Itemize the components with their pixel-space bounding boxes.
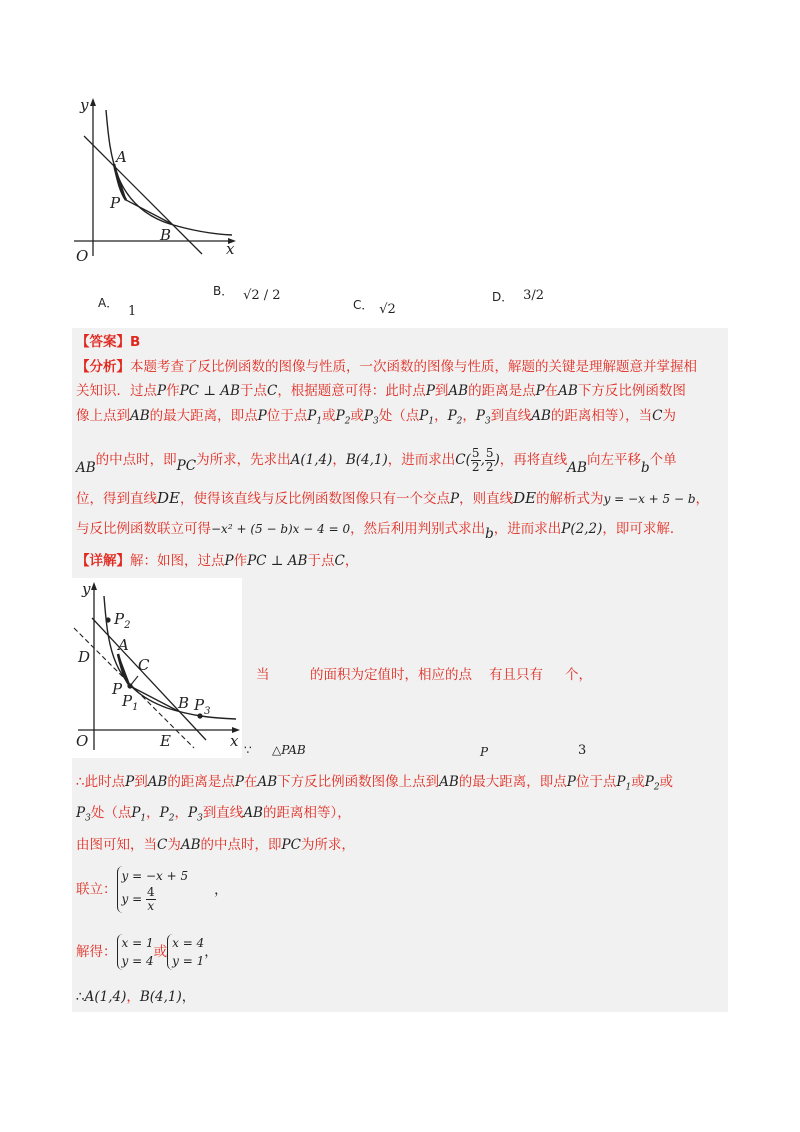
detail-text: 的最大距离，即点 [458, 774, 567, 790]
analysis-line-1 [76, 358, 697, 376]
detail-line-3 [76, 804, 351, 828]
analysis-text: 为所求，先求出 [196, 452, 291, 468]
analysis-text: 个单 [649, 452, 677, 468]
math-pc-perp-ab: PC ⊥ AB [179, 383, 240, 399]
analysis-text: ， [332, 452, 346, 468]
detail-line-4 [76, 836, 355, 854]
label-e: E [160, 732, 171, 750]
analysis-text: ，则直线 [459, 491, 514, 507]
therefore-symbol: ∴ [76, 989, 85, 1005]
math-pc: PC [176, 458, 197, 474]
analysis-text: 或 [322, 408, 336, 424]
detail-text: 到直线 [202, 805, 244, 821]
label-x: x [226, 240, 235, 258]
label-a: A [116, 148, 127, 166]
detail-line-6 [76, 932, 218, 972]
math-p1: $P_1$ [419, 408, 435, 427]
label-p1: $P_1$ [122, 692, 139, 713]
analysis-text: 到直线 [490, 408, 532, 424]
detail-side-when: 当 [256, 667, 270, 683]
math-a-coord: A(1,4) [84, 989, 127, 1005]
math-pc: PC [281, 837, 301, 853]
label-p2: $P_2$ [114, 610, 131, 631]
math-ab: AB [130, 408, 150, 424]
detail-text: 的中点时，即 [200, 837, 282, 853]
math-p1: $P_1$ [131, 805, 147, 824]
math-pc-perp-ab: PC ⊥ AB [247, 553, 308, 569]
math-p2: $P_2$ [335, 408, 351, 427]
analysis-text: 位，得到直线 [76, 491, 157, 507]
detail-text: 解得： [76, 944, 117, 960]
analysis-text: ，进而求出 [493, 521, 562, 537]
analysis-text: 下方反比例函数图 [577, 383, 686, 399]
figure-2 [72, 578, 242, 758]
detail-text: 下方反比例函数图像上点到 [277, 774, 440, 790]
analysis-text: ，根据题意可得：此时点 [277, 383, 426, 399]
detail-side-area: 的面积为定值时，相应的点 [310, 667, 472, 683]
option-a-label: A． [98, 296, 119, 310]
math-p: P [234, 774, 244, 790]
math-p: P [157, 383, 167, 399]
math-line-de-eq: y = −x + 5 − b [603, 492, 696, 506]
option-b-value: √2 / 2 [243, 288, 281, 303]
math-ab: AB [558, 383, 578, 399]
math-triangle-pab: △PAB [272, 743, 306, 757]
analysis-text-1: 本题考查了反比例函数的图像与性质，一次函数的图像与性质，解题的关键是理解题意并掌握相 [130, 359, 697, 375]
math-ab: AB [448, 383, 469, 399]
math-b-coord: B(4,1) [139, 989, 182, 1005]
math-p-lower: P [480, 745, 489, 759]
analysis-tag: 【分析】 [76, 359, 130, 375]
analysis-text: 的距离是点 [468, 383, 536, 399]
analysis-text: ， [695, 491, 710, 507]
detail-text: ∴此时点 [76, 774, 126, 790]
math-p3: $P_3$ [187, 805, 203, 824]
label-p: P [112, 680, 123, 698]
analysis-text: 的中点时，即 [95, 452, 177, 468]
math-p1: $P_1$ [616, 774, 632, 793]
detail-text: ， [181, 989, 196, 1005]
detail-line-5 [76, 866, 228, 913]
point-p2 [105, 617, 110, 622]
math-p3: $P_3$ [76, 805, 91, 824]
label-p3: $P_3$ [194, 696, 211, 717]
math-ab: AB [76, 460, 96, 476]
detail-line-2 [76, 773, 673, 797]
math-ab: AB [439, 774, 459, 790]
analysis-text: 作 [166, 383, 180, 399]
math-p-coord: P(2,2) [561, 521, 603, 537]
math-ab: AB [567, 460, 587, 476]
detail-line-1 [76, 552, 358, 570]
math-b-var: b [485, 526, 494, 542]
option-d-value: 3/2 [523, 288, 544, 303]
detail-text: ， [174, 805, 188, 821]
analysis-text: ，然后利用判别式求出 [350, 521, 486, 537]
detail-text: 由图可知，当 [76, 837, 157, 853]
system-equations: y = −x + 5 y = $\frac{4}{x}$ [117, 866, 189, 913]
detail-text: ， [204, 944, 218, 960]
solution-1: x = 1 y = 4 [117, 934, 154, 970]
figure-1 [70, 96, 250, 266]
math-c: C [652, 408, 663, 424]
math-de: DE [513, 489, 537, 507]
label-y: y [80, 96, 89, 114]
math-p3: $P_3$ [475, 408, 491, 427]
analysis-text: ，使得该直线与反比例函数图像只有一个交点 [179, 491, 450, 507]
label-c: C [138, 656, 150, 674]
math-p: P [257, 408, 267, 424]
detail-text: 为 [167, 837, 181, 853]
detail-text: ， [126, 989, 140, 1005]
analysis-line-6 [76, 520, 684, 542]
detail-text: 或 [659, 774, 674, 790]
option-c-label: C． [353, 298, 374, 312]
detail-text: 或 [153, 944, 168, 960]
hyperbola-curve [106, 110, 232, 235]
analysis-text: 到 [434, 383, 449, 399]
option-d-label: D． [492, 290, 514, 304]
line-ab [92, 618, 206, 740]
analysis-text: 的距离相等），当 [550, 408, 653, 424]
math-c: C [334, 553, 345, 569]
label-b: B [160, 226, 172, 244]
math-b-var: b [640, 460, 650, 476]
analysis-text: ，即可求解． [602, 521, 684, 537]
math-ab: AB [257, 774, 278, 790]
option-a[interactable] [98, 294, 137, 319]
detail-text: 的距离相等）， [262, 805, 351, 821]
label-d: D [78, 648, 91, 666]
detail-text: 位于点 [575, 774, 617, 790]
analysis-text: 为 [662, 408, 676, 424]
detail-text: 作 [233, 553, 248, 569]
analysis-line-5 [76, 489, 709, 508]
detail-text: 到 [134, 774, 148, 790]
detail-text: ， [146, 805, 160, 821]
math-ab: AB [531, 408, 551, 424]
math-p: P [425, 383, 435, 399]
analysis-text: 于点 [239, 383, 267, 399]
analysis-text: 向左平移 [586, 452, 641, 468]
option-c[interactable] [353, 296, 396, 317]
detail-text: 为所求， [300, 837, 355, 853]
answer-line [76, 333, 140, 351]
y-axis-arrow [90, 98, 96, 106]
math-p: P [125, 774, 135, 790]
math-p2: $P_2$ [644, 774, 660, 793]
label-o: O [76, 732, 89, 750]
detail-side-count: 个， [565, 667, 592, 683]
analysis-text: 的解析式为 [536, 491, 604, 507]
detail-side-only: 有且只有 [489, 667, 543, 683]
detail-text: 于点 [307, 553, 335, 569]
math-p: P [535, 383, 545, 399]
label-x: x [230, 732, 239, 750]
analysis-text: 处（点 [378, 408, 420, 424]
option-c-value: √2 [379, 302, 396, 317]
point-p3 [197, 713, 202, 718]
analysis-line-3 [76, 407, 676, 431]
option-b[interactable] [213, 286, 281, 303]
math-p: P [449, 491, 460, 507]
analysis-text: 与反比例函数联立可得 [76, 521, 211, 537]
analysis-text: 或 [350, 408, 364, 424]
analysis-text: 的最大距离，即点 [149, 408, 258, 424]
math-p2: $P_2$ [447, 408, 463, 427]
math-ab: AB [180, 837, 201, 853]
analysis-text: ，再将直线 [499, 452, 568, 468]
math-p: P [566, 774, 576, 790]
math-de: DE [157, 489, 180, 507]
line-ab [84, 136, 202, 254]
analysis-line-4 [76, 446, 677, 474]
detail-text: ， [344, 553, 359, 569]
label-b: B [178, 694, 190, 712]
math-p3: $P_3$ [363, 408, 379, 427]
option-a-value: 1 [128, 304, 137, 319]
math-c: C [266, 383, 278, 399]
math-p: P [224, 553, 234, 569]
solution-2: x = 4 y = 1 [167, 934, 204, 970]
analysis-text: ， [434, 408, 448, 424]
math-c: C [157, 837, 168, 853]
math-ab: AB [147, 774, 168, 790]
option-d[interactable] [492, 286, 544, 303]
label-p: P [110, 194, 121, 212]
analysis-text: ， [462, 408, 476, 424]
answer-tag: 【答案】 [76, 334, 130, 350]
analysis-line-2 [76, 382, 686, 400]
detail-tag: 【详解】 [76, 553, 130, 569]
analysis-text: 在 [544, 383, 559, 399]
math-p1: $P_1$ [307, 408, 323, 427]
label-o: O [76, 247, 89, 265]
analysis-text: ，进而求出 [387, 452, 456, 468]
analysis-text: 关知识．过点 [76, 383, 157, 399]
detail-text: 或 [631, 774, 645, 790]
math-c-coord: C( $\frac{5}{2}$ , $\frac{5}{2}$ ) [455, 446, 500, 474]
analysis-text: 像上点到 [76, 408, 130, 424]
option-b-label: B． [213, 284, 234, 298]
because-symbol: ∵ [244, 743, 252, 757]
analysis-text: 位于点 [266, 408, 308, 424]
math-p2: $P_2$ [159, 805, 175, 824]
detail-text: 解：如图，过点 [130, 553, 225, 569]
detail-text: ， [214, 881, 228, 898]
detail-text: 联立： [76, 881, 117, 898]
label-y: y [82, 580, 91, 598]
detail-text: 在 [243, 774, 258, 790]
answer-value: B [130, 334, 141, 350]
math-three: 3 [578, 743, 587, 758]
point-p1 [127, 683, 132, 688]
math-a-coord: A(1,4) [290, 452, 333, 468]
detail-text: 处（点 [90, 805, 132, 821]
detail-line-7 [76, 988, 195, 1006]
math-ab: AB [243, 805, 263, 821]
label-a: A [118, 636, 129, 654]
math-quadratic: −x² + (5 − b)x − 4 = 0 [211, 522, 351, 536]
detail-text: 的距离是点 [167, 774, 235, 790]
y-axis-arrow [91, 582, 97, 590]
math-b-coord: B(4,1) [345, 452, 388, 468]
